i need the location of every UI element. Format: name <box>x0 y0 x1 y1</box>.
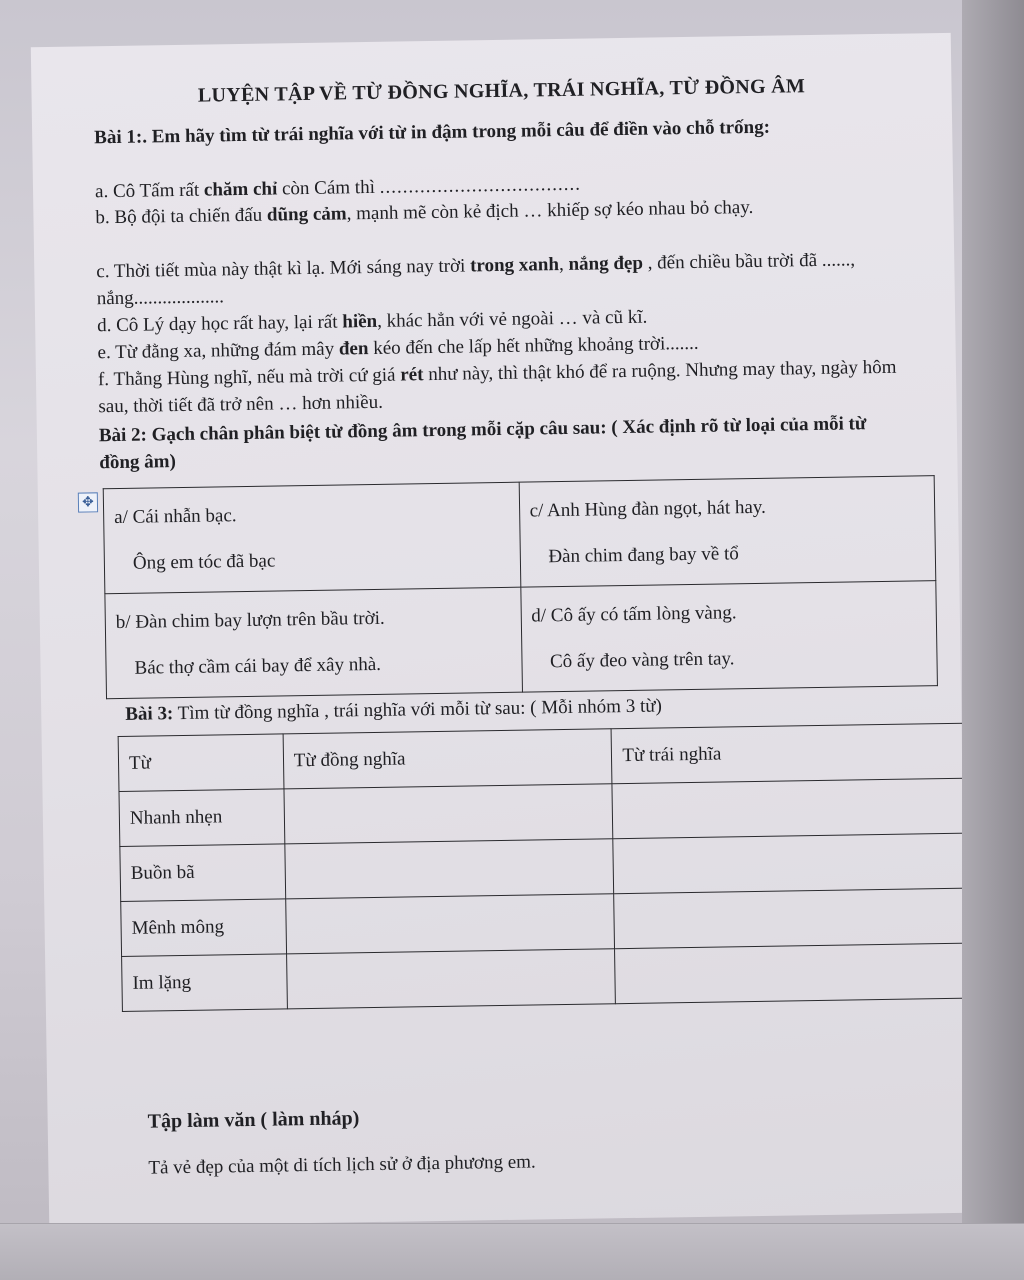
bai2-cell-a[interactable]: a/ Cái nhẫn bạc. Ông em tóc đã bạc <box>103 482 520 594</box>
word-cell[interactable]: Buồn bã <box>120 844 286 902</box>
table-move-handle-icon[interactable]: ✥ <box>78 492 98 512</box>
header-dong-nghia: Từ đồng nghĩa <box>283 729 612 789</box>
bai1-item-d: d. Cô Lý dạy học rất hay, lại rất hiền, khác hẳn với vẻ ngoài … và cũ kĩ. <box>97 306 648 337</box>
word-cell[interactable]: Im lặng <box>122 954 288 1012</box>
antonym-cell[interactable] <box>615 943 985 1004</box>
bai1-item-c: c. Thời tiết mùa này thật kì lạ. Mới sáng nay trời trong xanh, nắng đẹp , đến chiều bầu trời đã ......, nắng................... <box>96 249 856 310</box>
synonym-cell[interactable] <box>284 784 613 844</box>
page-title: LUYỆN TẬP VỀ TỪ ĐỒNG NGHĨA, TRÁI NGHĨA, TỪ ĐỒNG ÂM <box>197 75 806 107</box>
antonym-cell[interactable] <box>614 888 984 949</box>
word-cell[interactable]: Nhanh nhẹn <box>119 789 285 847</box>
word-cell[interactable]: Mênh mông <box>121 899 287 957</box>
header-trai-nghia: Từ trái nghĩa <box>611 723 981 784</box>
bai3-instruction: Bài 3: Tìm từ đồng nghĩa , trái nghĩa với mỗi từ sau: ( Mỗi nhóm 3 từ) <box>125 695 663 725</box>
bai1-instruction: Bài 1:. Em hãy tìm từ trái nghĩa với từ in đậm trong mỗi câu để điền vào chỗ trống: <box>94 116 771 149</box>
bai2-table <box>103 475 938 699</box>
bai1-item-a: a. Cô Tấm rất chăm chỉ còn Cám thì ................................... <box>94 173 582 203</box>
bai1-item-b: b. Bộ đội ta chiến đấu dũng cảm, mạnh mẽ còn kẻ địch … khiếp sợ kéo nhau bỏ chạy. <box>95 196 754 229</box>
tap-lam-van-prompt: Tả vẻ đẹp của một di tích lịch sử ở địa phương em. <box>148 1151 536 1179</box>
monitor-bezel-bottom <box>0 1223 1024 1280</box>
bai3-table <box>118 722 986 1012</box>
bai1-item-f: f. Thằng Hùng nghĩ, nếu mà trời cứ giá rét như này, thì thật khó để ra ruộng. Nhưng may thay, ngày hôm sau, thời tiết đã trở nên … hơn nhiều. <box>97 356 897 418</box>
antonym-cell[interactable] <box>612 778 982 839</box>
synonym-cell[interactable] <box>286 949 615 1009</box>
tap-lam-van-heading: Tập làm văn ( làm nháp) <box>147 1107 360 1133</box>
bai2-cell-b[interactable]: b/ Đàn chim bay lượn trên bầu trời. Bác thợ cầm cái bay để xây nhà. <box>105 587 522 699</box>
synonym-cell[interactable] <box>285 839 614 899</box>
synonym-cell[interactable] <box>286 894 615 954</box>
bai2-cell-d[interactable]: d/ Cô ấy có tấm lòng vàng. Cô ấy đeo vàng trên tay. <box>520 581 937 693</box>
bai1-item-e: e. Từ đằng xa, những đám mây đen kéo đến che lấp hết những khoảng trời....... <box>97 332 699 364</box>
antonym-cell[interactable] <box>613 833 983 894</box>
header-tu: Từ <box>118 734 284 792</box>
bai2-instruction: Bài 2: Gạch chân phân biệt từ đồng âm trong mỗi cặp câu sau: ( Xác định rõ từ loại của mỗi từ đồng âm) <box>98 413 867 474</box>
document-page <box>31 33 969 1227</box>
monitor-bezel-right <box>962 0 1024 1280</box>
bai2-cell-c[interactable]: c/ Anh Hùng đàn ngọt, hát hay. Đàn chim đang bay về tổ <box>519 476 936 588</box>
